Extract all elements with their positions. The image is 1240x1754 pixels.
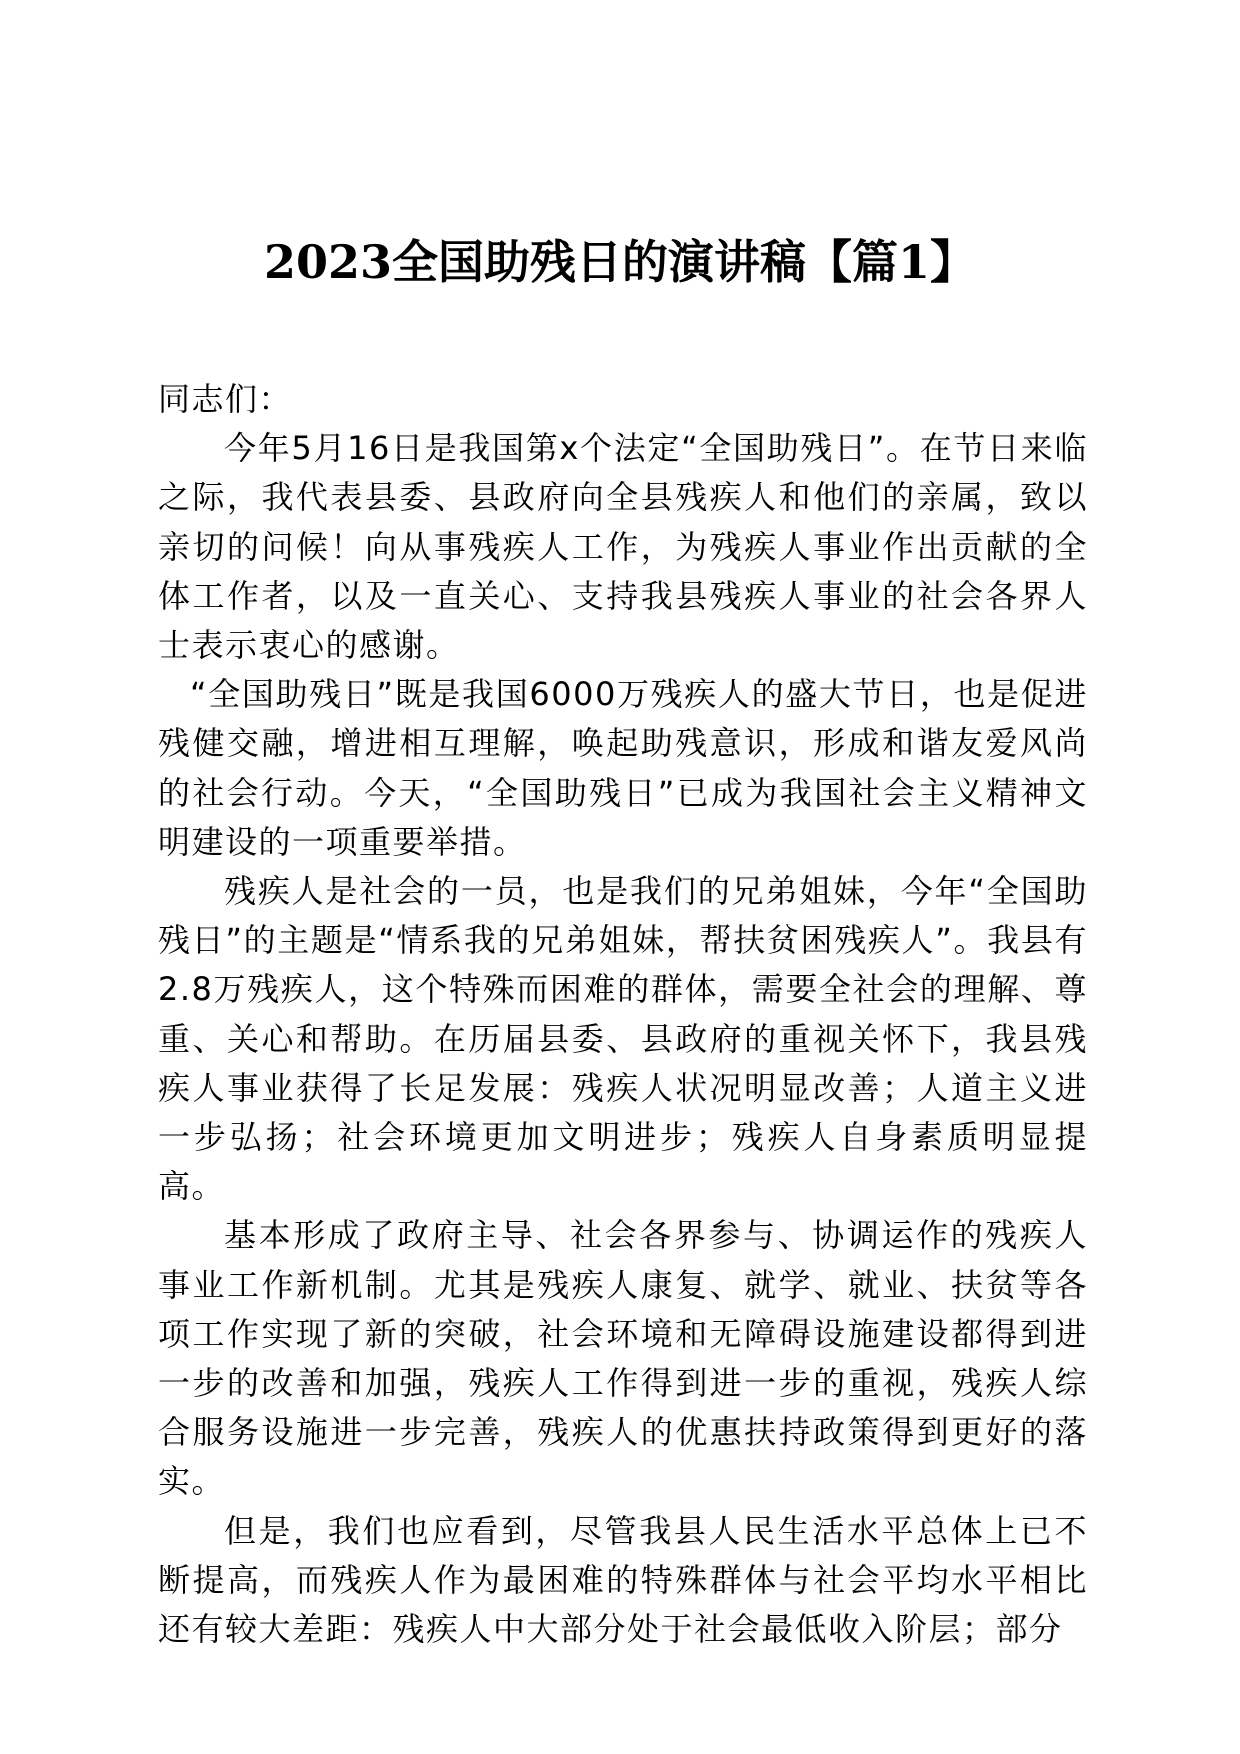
document-title: 2023全国助残日的演讲稿【篇1】 bbox=[263, 235, 977, 289]
salutation: 同志们： bbox=[158, 380, 293, 418]
paragraph-2: “全国助残日”既是我国6000万残疾人的盛大节日，也是促进残健交融，增进相互理解，唤起助残意识，形成和谐友爱风尚的社会行动。今天，“全国助残日”已成为我国社会主义精神文明建设的一项重要举措。 bbox=[158, 675, 1088, 861]
paragraph-1: 今年5月16日是我国第x个法定“全国助残日”。在节日来临之际，我代表县委、县政府向全县残疾人和他们的亲属，致以亲切的问候！向从事残疾人工作，为残疾人事业作出贡献的全体工作者，以及一直关心、支持我县残疾人事业的社会各界人士表示衷心的感谢。 bbox=[158, 429, 1088, 665]
paragraph-3: 残疾人是社会的一员，也是我们的兄弟姐妹，今年“全国助残日”的主题是“情系我的兄弟姐妹，帮扶贫困残疾人”。我县有2.8万残疾人，这个特殊而困难的群体，需要全社会的理解、尊重、关心和帮助。在历届县委、县政府的重视关怀下，我县残疾人事业获得了长足发展：残疾人状况明显改善；人道主义进一步弘扬；社会环境更加文明进步；残疾人自身素质明显提高。 bbox=[158, 872, 1088, 1206]
paragraph-4: 基本形成了政府主导、社会各界参与、协调运作的残疾人事业工作新机制。尤其是残疾人康复、就学、就业、扶贫等各项工作实现了新的突破，社会环境和无障碍设施建设都得到进一步的改善和加强，残疾人工作得到进一步的重视，残疾人综合服务设施进一步完善，残疾人的优惠扶持政策得到更好的落实。 bbox=[158, 1216, 1088, 1501]
paragraph-5: 但是，我们也应看到，尽管我县人民生活水平总体上已不断提高，而残疾人作为最困难的特殊群体与社会平均水平相比还有较大差距：残疾人中大部分处于社会最低收入阶层；部分 bbox=[158, 1511, 1088, 1649]
document-body bbox=[158, 375, 1088, 1654]
